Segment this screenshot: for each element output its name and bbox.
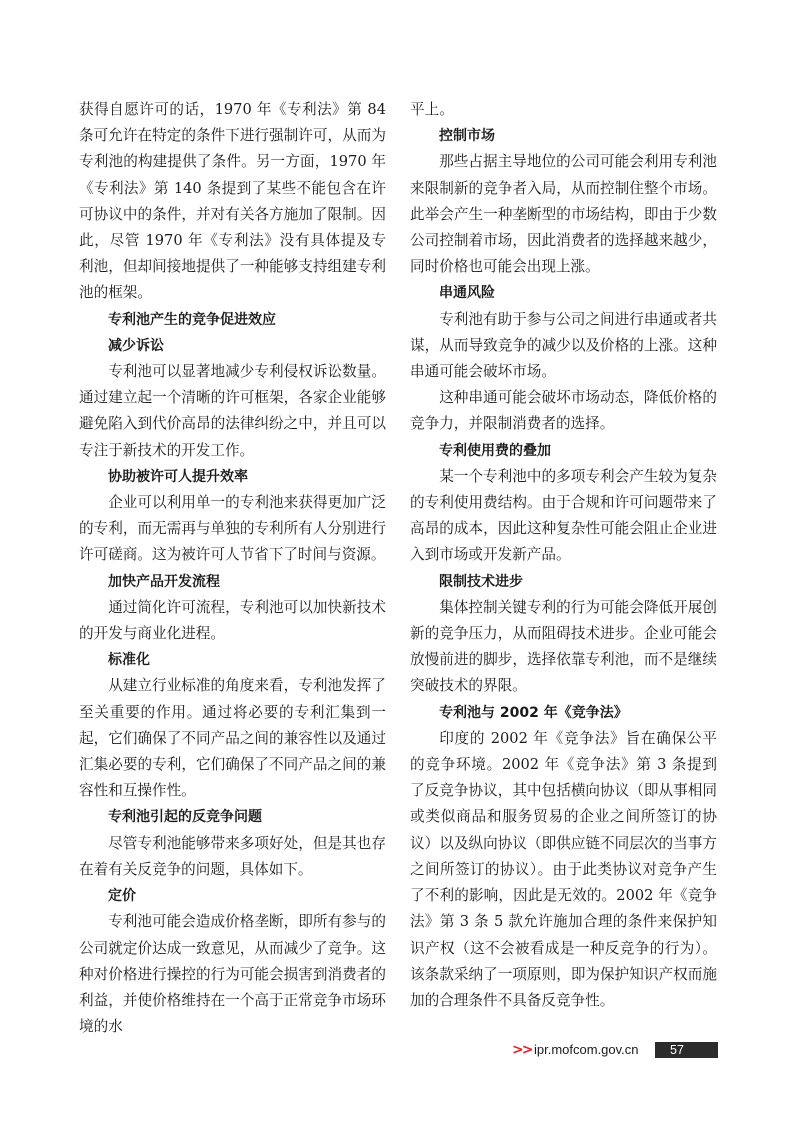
subheading: 专利使用费的叠加 [439,442,551,459]
paragraph: 平上。 [410,101,454,118]
paragraph: 那些占据主导地位的公司可能会利用专利池来限制新的竞争者入局，从而控制住整个市场。此举会产生一种垄断型的市场结构，即由于少数公司控制着市场，因此消费者的选择越来越少，同时价格也可能会出现上涨。 [410,153,717,276]
paragraph: 尽管专利池能够带来多项好处，但是其也存在着有关反竞争的问题，具体如下。 [79,834,386,878]
paragraph: 获得自愿许可的话，1970 年《专利法》第 84 条可允许在特定的条件下进行强制许可，从而为专利池的构建提供了条件。另一方面，1970 年《专利法》第 140 条提到了某些不能包含在许可协议中的条件，并对有关各方施加了限制。因此，尽管 1970 年《专利法》没有具体提及专利池，但却间接地提供了一种能够支持组建专利池的框架。 [79,101,386,302]
right-column [410,97,717,1014]
left-column [79,97,386,1040]
subheading: 控制市场 [439,128,495,145]
paragraph: 某一个专利池中的多项专利会产生较为复杂的专利使用费结构。由于合规和许可问题带来了高昂的成本，因此这种复杂性可能会阻止企业进入到市场或开发新产品。 [410,467,717,564]
double-chevron-right-icon: >> [512,1042,532,1058]
page-footer [512,1041,718,1059]
paragraph: 专利池可能会造成价格垄断，即所有参与的公司就定价达成一致意见，从而减少了竞争。这种对价格进行操控的行为可能会损害到消费者的利益，并使价格维持在一个高于正常竞争市场环境的水 [79,913,386,1036]
website-link[interactable]: ipr.mofcom.gov.cn [534,1042,639,1057]
paragraph: 企业可以利用单一的专利池来获得更加广泛的专利，而无需再与单独的专利所有人分别进行许可磋商。这为被许可人节省下了时间与资源。 [79,494,386,564]
paragraph: 专利池可以显著地减少专利侵权诉讼数量。通过建立起一个清晰的许可框架，各家企业能够避免陷入到代价高昂的法律纠纷之中，并且可以专注于新技术的开发工作。 [79,363,386,459]
subheading: 标准化 [108,652,150,669]
subheading: 协助被许可人提升效率 [108,468,248,485]
paragraph: 从建立行业标准的角度来看，专利池发挥了至关重要的作用。通过将必要的专利汇集到一起，它们确保了不同产品之间的兼容性以及通过汇集必要的专利，它们确保了不同产品之间的兼容性和互操作性。 [79,677,386,800]
section-heading: 专利池与 2002 年《竞争法》 [439,704,628,721]
paragraph: 专利池有助于参与公司之间进行串通或者共谋，从而导致竞争的减少以及价格的上涨。这种串通可能会破坏市场。 [410,310,717,381]
paragraph: 这种串通可能会破坏市场动态，降低价格的竞争力，并限制消费者的选择。 [410,389,717,433]
section-heading: 专利池产生的竞争促进效应 [108,311,276,328]
paragraph: 通过简化许可流程，专利池可以加快新技术的开发与商业化进程。 [79,598,386,643]
subheading: 串通风险 [439,285,495,302]
subheading: 定价 [108,888,136,905]
subheading: 减少诉讼 [108,337,164,354]
page-number: 57 [655,1042,718,1058]
paragraph: 集体控制关键专利的行为可能会降低开展创新的竞争压力，从而阻碍技术进步。企业可能会放慢前进的脚步，选择依靠专利池，而不是继续突破技术的界限。 [410,598,717,695]
paragraph: 印度的 2002 年《竞争法》旨在确保公平的竞争环境。2002 年《竞争法》第 3 条提到了反竞争协议，其中包括横向协议（即从事相同或类似商品和服务贸易的企业之间所签订的协议）以及纵向协议（即供应链不同层次的当事方之间所签订的协议）。由于此类协议对竞争产生了不利的影响，因此是无效的。2002 年《竞争法》第 3 条 5 款允许施加合理的条件来保护知识产权（这不会被看成是一种反竞争的行为）。该条款采纳了一项原则，即为保护知识产权而施加的合理条件不具备反竞争性。 [410,729,717,1009]
subheading: 加快产品开发流程 [108,573,220,590]
subheading: 限制技术进步 [439,573,523,590]
section-heading: 专利池引起的反竞争问题 [108,809,262,826]
